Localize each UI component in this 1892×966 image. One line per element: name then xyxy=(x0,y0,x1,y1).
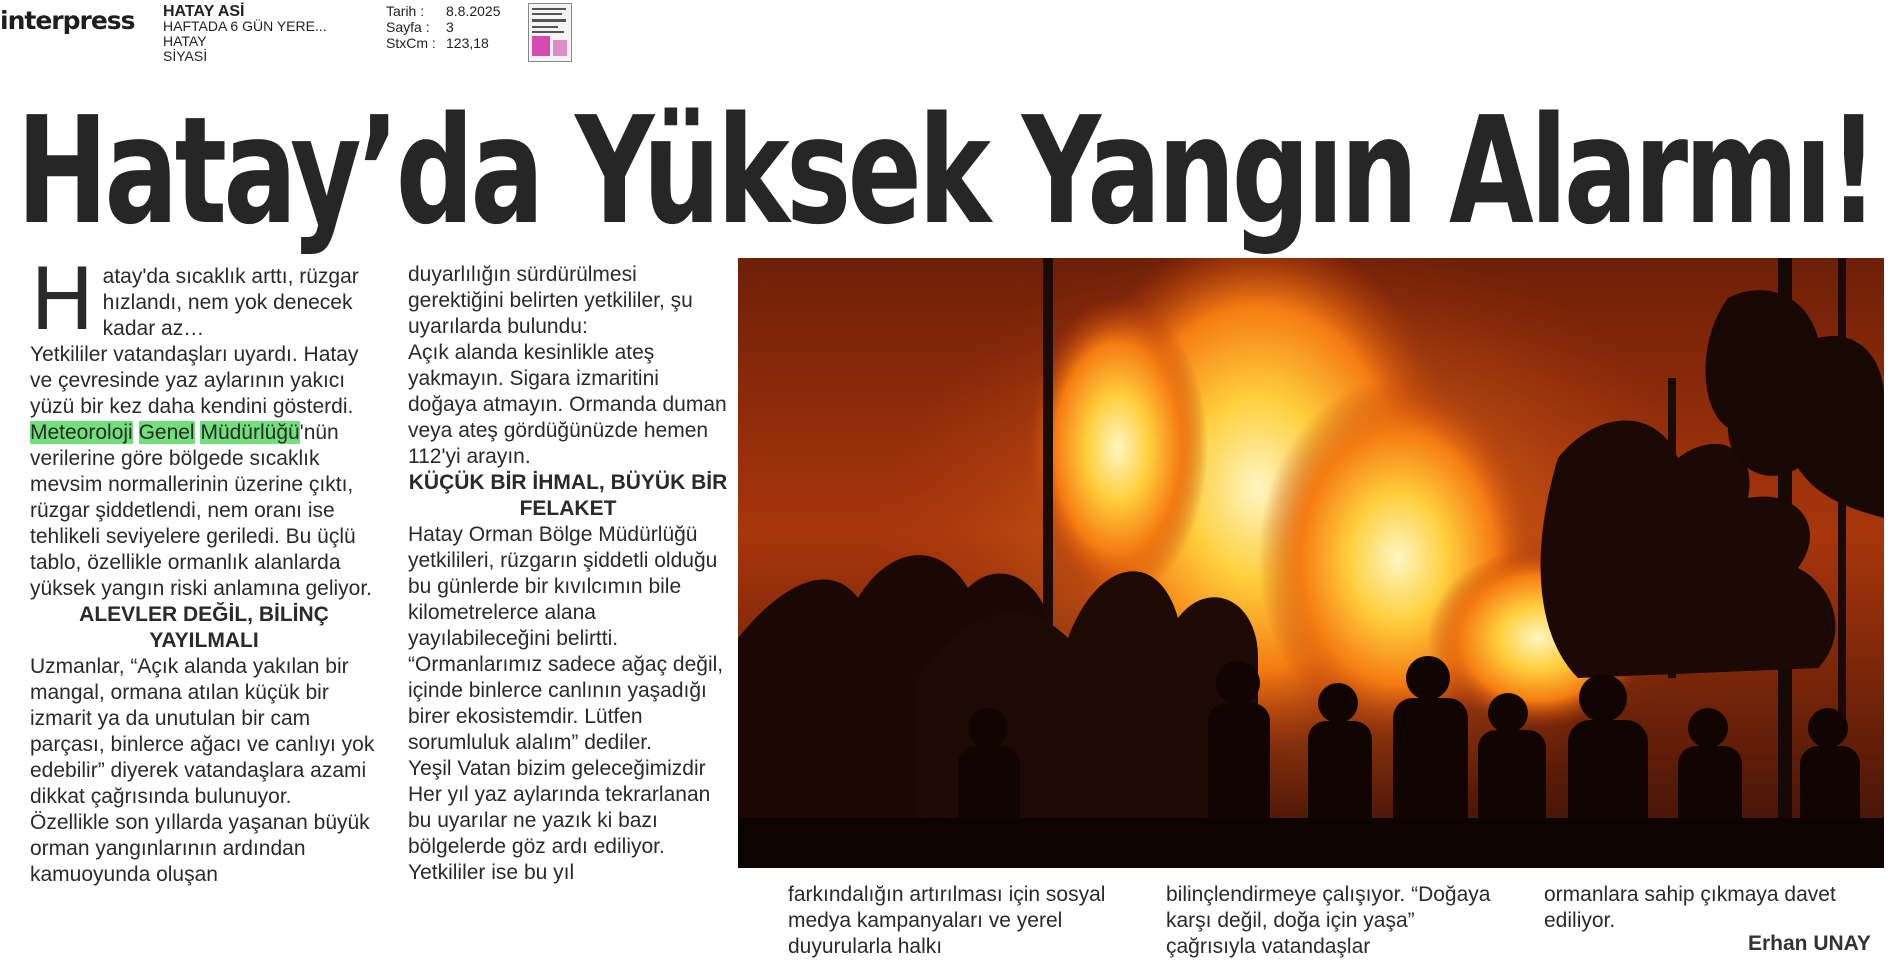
intro-paragraph: atay'da sıcaklık arttı, rüzgar hızlandı, nem yok denecek kadar az… xyxy=(102,265,359,340)
forest-fire-photo xyxy=(738,258,1884,868)
paragraph: bilinçlendirmeye çalışıyor. “Doğaya karşı değil, doğa için yaşa” çağrısıyla vatandaşlar xyxy=(1166,883,1491,958)
paragraph: Meteoroloji Genel Müdürlüğü'nün verilerine göre bölgede sıcaklık mevsim normallerinin üzerine çıktı, rüzgar şiddetlendi, nem oranı ise tehlikeli seviyelere geriledi. Bu üçlü tablo, özellikle ormanlık alanlarda yüksek yangın riski anlamına geliyor. xyxy=(30,421,372,600)
date-label: Tarih : xyxy=(386,3,425,19)
clipping-header xyxy=(0,0,1892,66)
column-4 xyxy=(1166,882,1506,960)
category: SİYASİ xyxy=(163,48,208,64)
paragraph: Uzmanlar, “Açık alanda yakılan bir mangal, ormana atılan küçük bir izmarit ya da unutulan bir cam parçası, binlerce ağacı ve canlıyı yok edebilir” diyerek vatandaşlara azami dikkat çağrısında bulunuyor. xyxy=(30,655,375,808)
stxcm-label: StxCm : xyxy=(386,35,436,51)
page-value: 3 xyxy=(446,19,454,35)
page-label: Sayfa : xyxy=(386,19,430,35)
paper-name: HATAY ASİ xyxy=(163,3,245,20)
headline-text: Hatay’da Yüksek Yangın Alarmı! xyxy=(16,85,1876,257)
subheading: ALEVLER DEĞİL, BİLİNÇ YAYILMALI xyxy=(79,603,329,652)
paragraph: Her yıl yaz aylarında tekrarlanan bu uyarılar ne yazık ki bazı bölgelerde göz ardı ediliyor. Yetkililer ise bu yıl xyxy=(408,783,711,884)
interpress-logo: interpress xyxy=(0,6,135,35)
subheading: KÜÇÜK BİR İHMAL, BÜYÜK BİR FELAKET xyxy=(408,471,728,520)
date-value: 8.8.2025 xyxy=(446,3,501,19)
paragraph: ormanlara sahip çıkmaya davet ediliyor. xyxy=(1544,883,1836,932)
page-thumbnail[interactable] xyxy=(528,3,572,62)
paragraph: Yetkililer vatandaşları uyardı. Hatay ve çevresinde yaz aylarının yakıcı yüzü bir kez daha kendini gösterdi. xyxy=(30,343,359,418)
column-2 xyxy=(408,262,728,886)
paragraph: farkındalığın artırılması için sosyal medya kampanyaları ve yerel duyurularla halkı xyxy=(788,883,1106,958)
frequency: HAFTADA 6 GÜN YERE... xyxy=(163,18,327,34)
paragraph: Özellikle son yıllarda yaşanan büyük orman yangınlarının ardından kamuoyunda oluşan xyxy=(30,811,370,886)
highlight-meteoroloji: Meteoroloji xyxy=(30,421,133,444)
article-headline xyxy=(0,86,1892,256)
highlight-genel: Genel xyxy=(138,421,195,444)
column-3 xyxy=(788,882,1128,960)
paragraph: Yeşil Vatan bizim geleceğimizdir xyxy=(408,757,706,780)
stxcm-value: 123,18 xyxy=(446,35,489,51)
paragraph: duyarlılığın sürdürülmesi gerektiğini belirten yetkililer, şu uyarılarda bulundu: xyxy=(408,263,693,338)
highlight-mudurlugu: Müdürlüğü xyxy=(200,421,300,444)
publication-info xyxy=(163,4,327,64)
city: HATAY xyxy=(163,33,207,49)
column-1 xyxy=(30,250,378,888)
paragraph: Açık alanda kesinlikle ateş yakmayın. Sigara izmaritini doğaya atmayın. Ormanda duman veya ateş gördüğünüzde hemen 112'yi arayın. xyxy=(408,341,727,468)
dropcap: H xyxy=(30,250,95,350)
author-byline: Erhan UNAY xyxy=(1748,932,1871,955)
column-5 xyxy=(1544,882,1844,934)
clipping-meta xyxy=(386,3,501,51)
paragraph: Hatay Orman Bölge Müdürlüğü yetkilileri, rüzgarın şiddetli olduğu bu günlerde bir kıvılcımın bile kilometrelerce alana yayılabileceğini belirtti. “Ormanlarımız sadece ağaç değil, içinde binlerce canlının yaşadığı birer ekosistemdir. Lütfen sorumluluk alalım” dediler. xyxy=(408,523,724,754)
